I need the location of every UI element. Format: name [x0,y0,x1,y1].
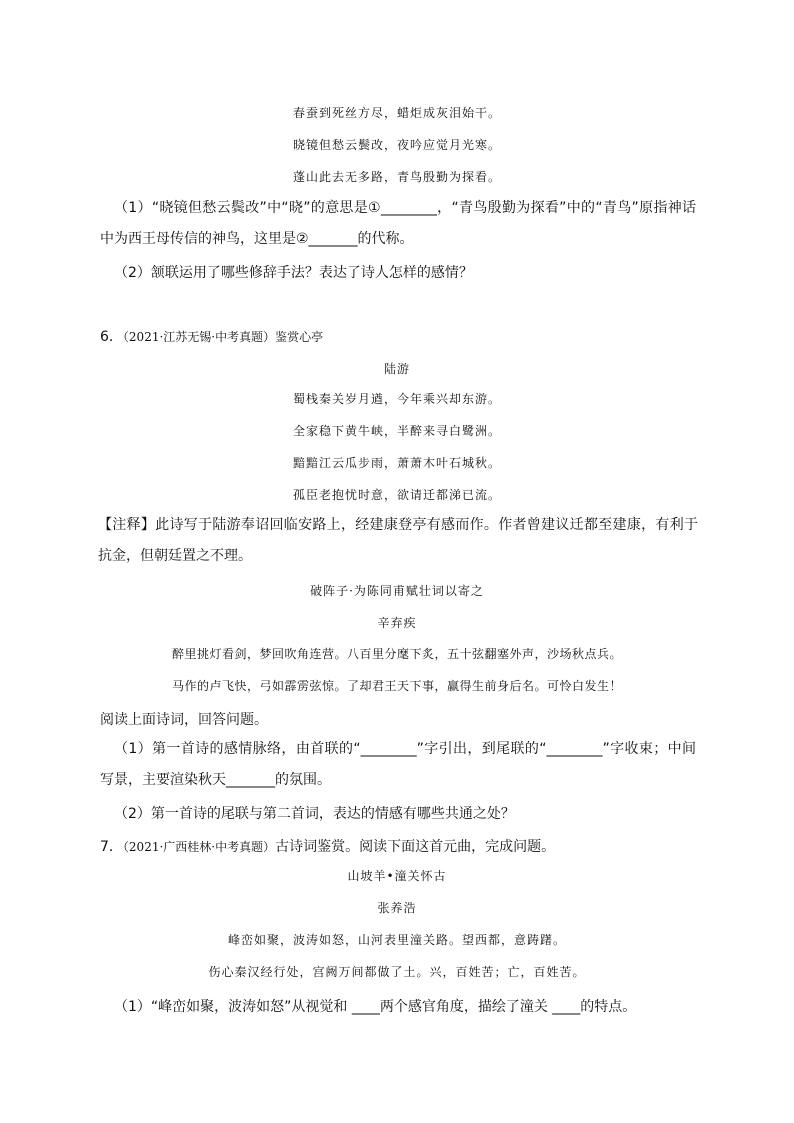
qu-line: 峰峦如聚，波涛如怒，山河表里潼关路。望西都，意踌躇。 [227,933,566,947]
poem-line: 春蚕到死丝方尽，蜡炬成灰泪始干。 [292,106,501,120]
question-number: 6． [100,329,123,345]
ci-line: 马作的卢飞快，弓如霹雳弦惊。了却君王天下事，赢得生前身后名。可怜白发生！ [171,679,622,693]
question-7-header [100,836,555,856]
poem-line: 孤臣老抱忧时意，欲请迁都涕已流。 [292,488,501,502]
question-5-sub2: （2）颔联运用了哪些修辞手法？表达了诗人怎样的感情？ [114,265,473,281]
poem-line: 黯黯江云瓜步雨，萧萧木叶石城秋。 [292,456,501,470]
poem-line: 蜀栈秦关岁月遒，今年乘兴却东游。 [292,392,501,406]
ci-title: 破阵子·为陈同甫赋壮词以寄之 [310,584,484,598]
question-6-sub2: （2）第一首诗的尾联与第二首词，表达的情感有哪些共通之处？ [114,806,515,822]
poem-line: 晓镜但愁云鬓改，夜吟应觉月光寒。 [292,138,501,152]
question-6-sub1: （1）第一首诗的感情脉络，由首联的“________”字引出，到尾联的“________”字收束；中间写景，主要渲染秋天_______的氛围。 [100,741,696,788]
poem-line: 蓬山此去无多路，青鸟殷勤为探看。 [292,170,501,184]
poem-note: 【注释】此诗写于陆游奉诏回临安路上，经建康登亭有感而作。作者曾建议迁都至建康，有利于抗金，但朝廷置之不理。 [98,517,698,564]
qu-title: 山坡羊•潼关怀古 [347,869,447,883]
poem-author: 陆游 [383,362,410,376]
question-source: （2021·广西桂林·中考真题） [122,840,276,854]
poem-line: 全家稳下黄牛峡，半醉来寻白鹭洲。 [292,424,501,438]
question-7-sub1: （1）“峰峦如聚，波涛如怒”从视觉和 ____两个感官角度，描绘了潼关 ____的特点。 [114,999,637,1015]
ci-line: 醉里挑灯看剑，梦回吹角连营。八百里分麾下炙，五十弦翻塞外声，沙场秋点兵。 [171,647,622,661]
qu-line: 伤心秦汉经行处，宫阙万间都做了土。兴，百姓苦；亡，百姓苦。 [208,965,586,979]
question-number: 7． [100,839,123,855]
qu-author: 张养浩 [377,901,417,915]
question-intro: 古诗词鉴赏。阅读下面这首元曲，完成问题。 [275,839,556,855]
question-5-sub1: （1）“晓镜但愁云鬓改”中“晓”的意思是①________，“青鸟殷勤为探看”中的“青鸟”原指神话中为西王母传信的神鸟，这里是②_______的代称。 [100,200,696,247]
question-source: （2021·江苏无锡·中考真题）鉴赏心亭 [122,330,324,344]
question-6-instruction: 阅读上面诗词，回答问题。 [100,712,268,728]
question-6-header [100,326,323,346]
ci-author: 辛弃疾 [377,616,417,630]
